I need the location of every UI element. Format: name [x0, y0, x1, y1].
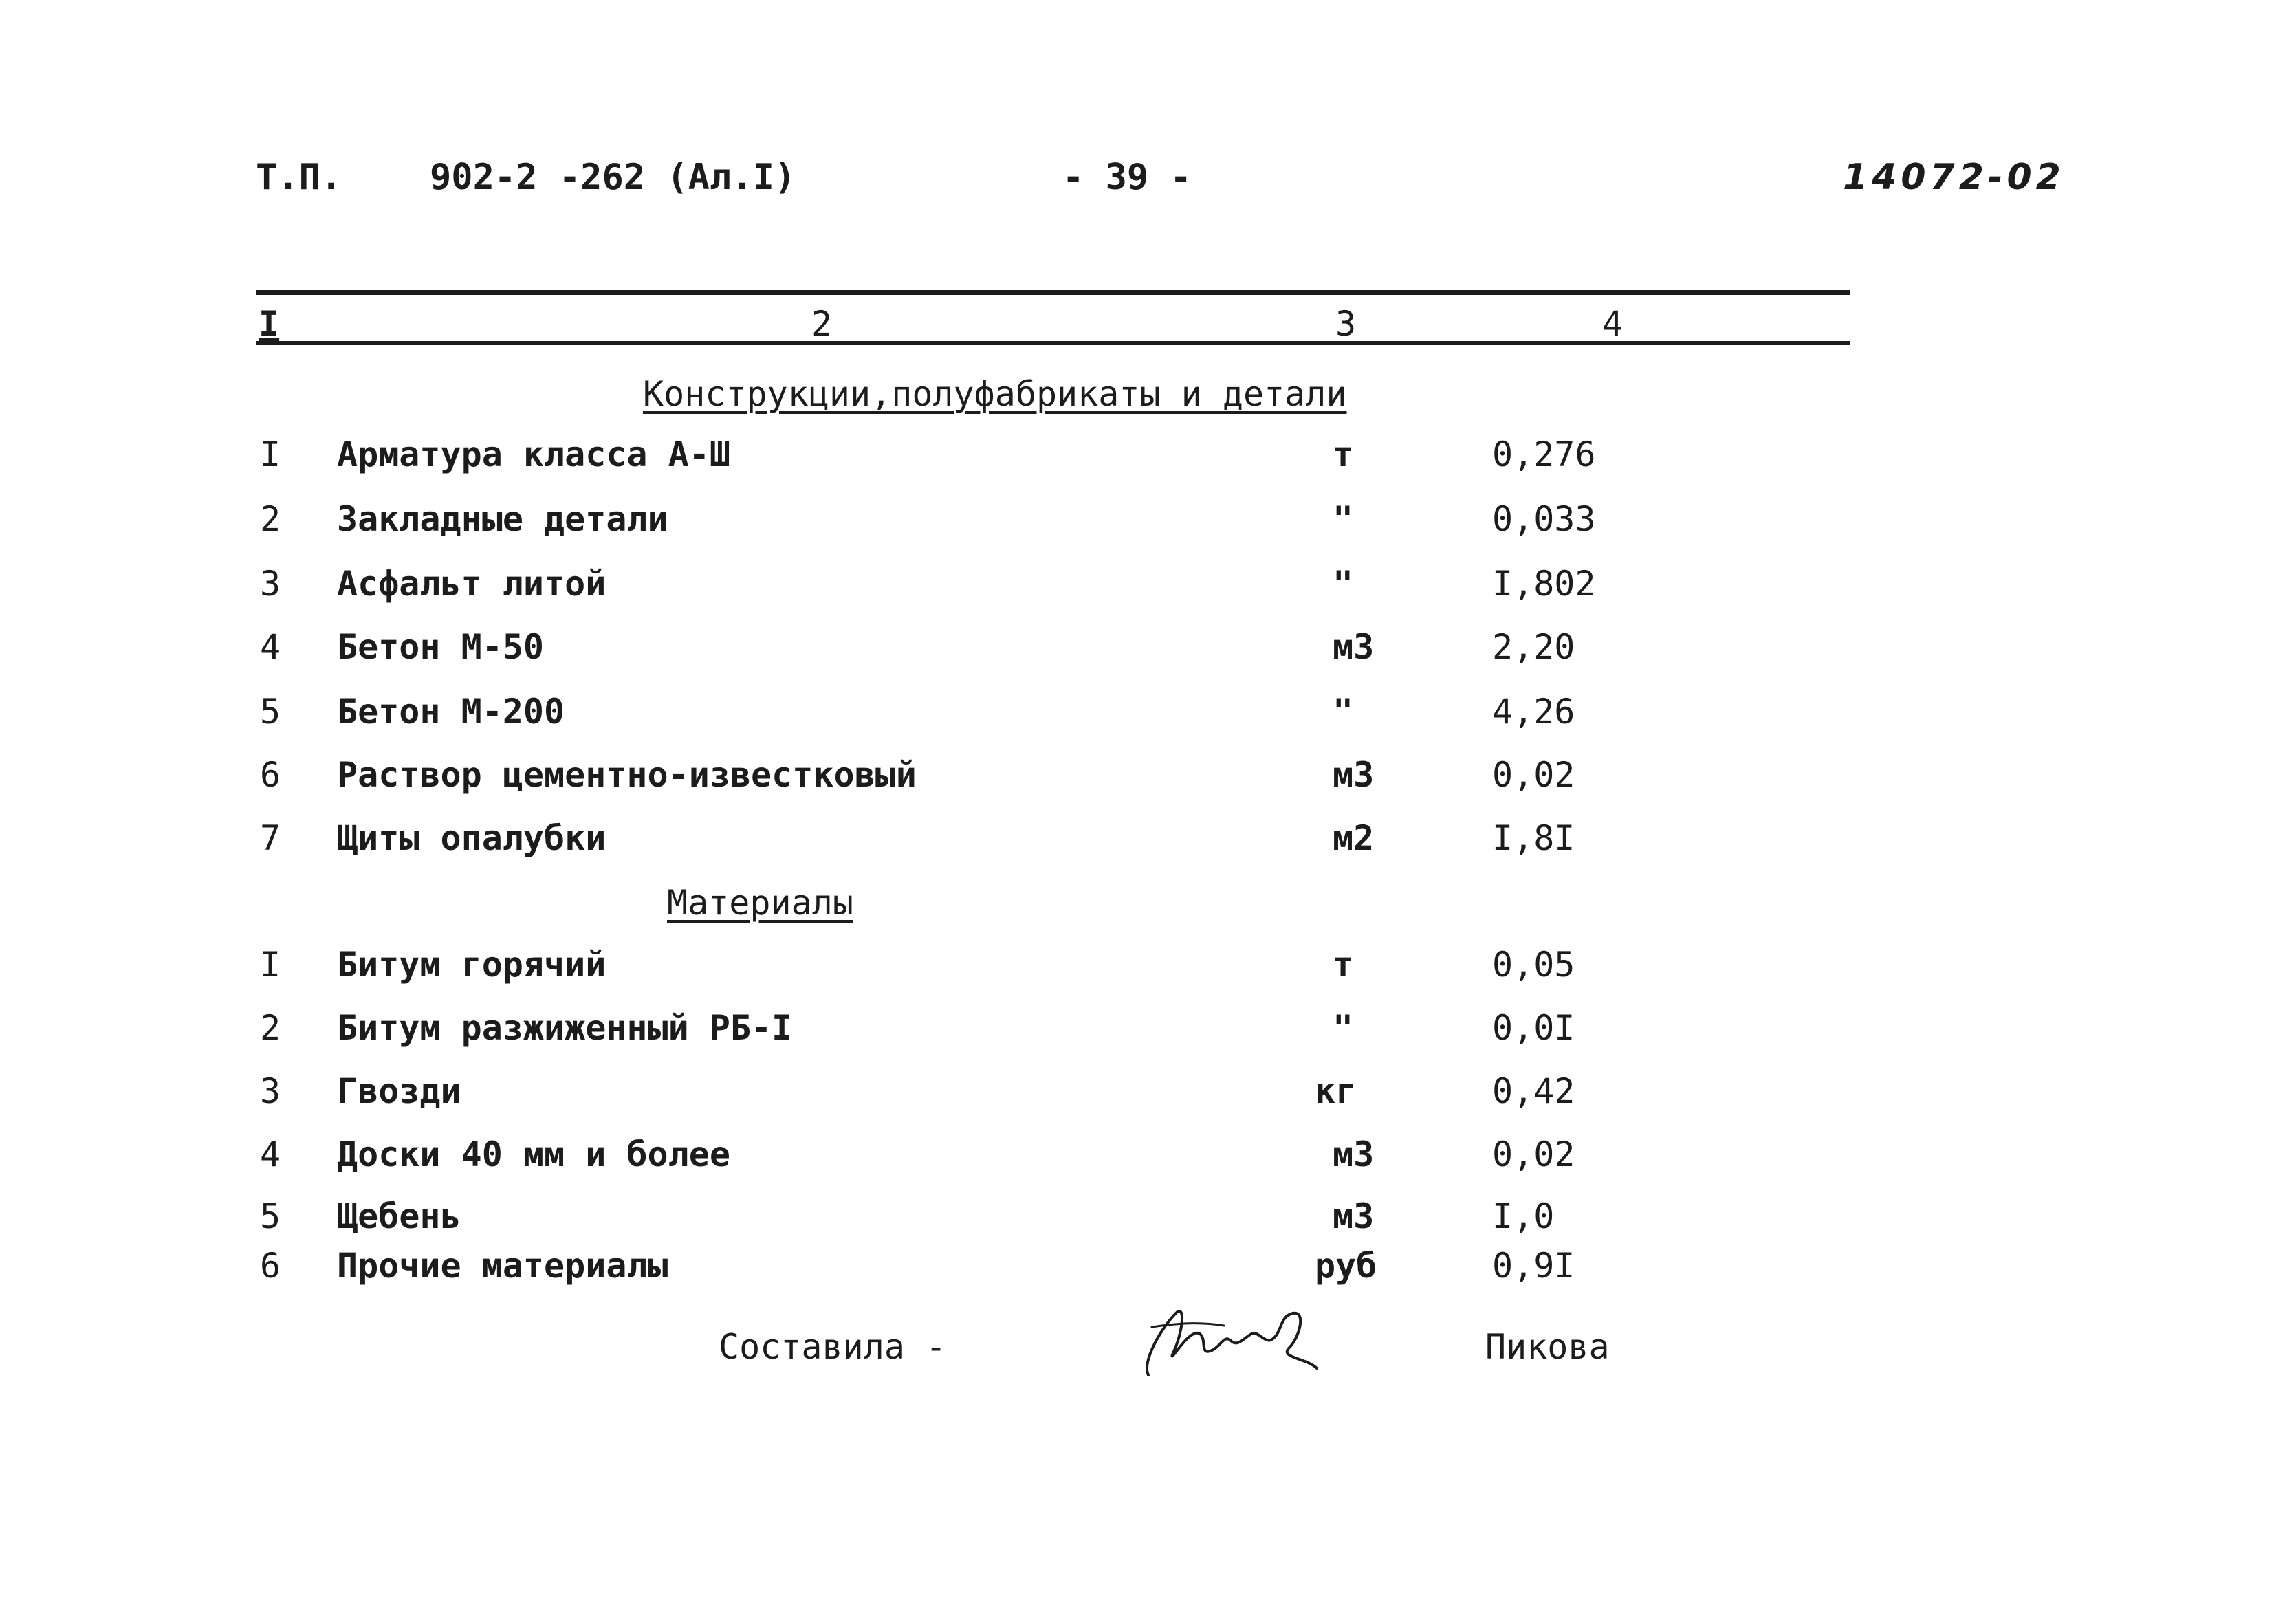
column-heading-3: 3: [1335, 304, 1357, 344]
row-number: I: [260, 435, 281, 474]
row-unit: т: [1333, 945, 1354, 985]
document-number: 14072-02: [1843, 157, 2065, 198]
handwritten-signature: [1135, 1286, 1341, 1389]
table-row: [0, 1134, 2274, 1189]
row-value: 2,20: [1492, 627, 1575, 667]
table-row: [0, 945, 2274, 1000]
row-number: 7: [260, 818, 281, 858]
header-project-code: 902-2 -262 (Ал.I): [430, 157, 796, 198]
column-heading-1: I: [259, 304, 280, 344]
table-row: [0, 818, 2274, 873]
row-number: 5: [260, 1196, 281, 1236]
row-name: Асфальт литой: [337, 564, 606, 604]
row-value: 0,02: [1492, 755, 1575, 795]
table-row: [0, 692, 2274, 747]
row-value: I,802: [1492, 564, 1596, 604]
page-number: - 39 -: [1062, 157, 1192, 198]
column-heading-2: 2: [811, 304, 833, 344]
row-name: Закладные детали: [337, 499, 668, 539]
row-name: Раствор цементно-известковый: [337, 755, 917, 795]
row-name: Бетон М-50: [337, 627, 545, 667]
row-unit: м3: [1333, 1196, 1375, 1236]
row-number: 6: [260, 755, 281, 795]
row-number: 2: [260, 1008, 281, 1048]
row-number: 6: [260, 1246, 281, 1286]
row-value: 0,05: [1492, 945, 1575, 985]
row-name: Бетон М-200: [337, 692, 565, 732]
table-row: [0, 564, 2274, 619]
row-number: I: [260, 945, 281, 985]
row-unit: ": [1333, 564, 1354, 604]
row-unit: м2: [1333, 818, 1375, 858]
row-number: 4: [260, 627, 281, 667]
row-value: 0,033: [1492, 499, 1596, 539]
compiled-by-label: Составила -: [719, 1327, 947, 1367]
row-number: 3: [260, 564, 281, 604]
table-top-rule: [256, 290, 1850, 295]
row-unit: м3: [1333, 755, 1375, 795]
row-name: Щебень: [337, 1196, 461, 1236]
header-tp: Т.П.: [256, 157, 342, 198]
table-row: [0, 499, 2274, 554]
row-value: 0,42: [1492, 1071, 1575, 1111]
row-unit: ": [1333, 1008, 1354, 1048]
row-name: Гвозди: [337, 1071, 461, 1111]
row-unit: ": [1333, 692, 1354, 732]
row-name: Арматура класса А-Ш: [337, 435, 730, 474]
table-row: [0, 627, 2274, 682]
row-unit: м3: [1333, 627, 1375, 667]
row-number: 2: [260, 499, 281, 539]
row-name: Прочие материалы: [337, 1246, 668, 1286]
table-row: [0, 1196, 2274, 1251]
row-number: 3: [260, 1071, 281, 1111]
row-value: 0,276: [1492, 435, 1596, 474]
row-name: Битум горячий: [337, 945, 606, 985]
compiled-by-name: Пикова: [1485, 1327, 1610, 1367]
row-value: I,0: [1492, 1196, 1555, 1236]
row-unit: руб: [1315, 1246, 1377, 1286]
row-name: Битум разжиженный РБ-I: [337, 1008, 793, 1048]
section-title-constructions: Конструкции,полуфабрикаты и детали: [643, 374, 1347, 414]
table-row: [0, 755, 2274, 810]
row-value: 4,26: [1492, 692, 1575, 732]
row-unit: м3: [1333, 1134, 1375, 1174]
row-number: 4: [260, 1134, 281, 1174]
table-row: [0, 435, 2274, 490]
column-heading-4: 4: [1602, 304, 1623, 344]
table-row: [0, 1008, 2274, 1063]
row-unit: кг: [1315, 1071, 1357, 1111]
row-value: 0,02: [1492, 1134, 1575, 1174]
row-name: Щиты опалубки: [337, 818, 606, 858]
row-value: I,8I: [1492, 818, 1575, 858]
row-name: Доски 40 мм и более: [337, 1134, 730, 1174]
row-unit: ": [1333, 499, 1354, 539]
row-unit: т: [1333, 435, 1354, 474]
row-number: 5: [260, 692, 281, 732]
row-value: 0,0I: [1492, 1008, 1575, 1048]
table-row: [0, 1071, 2274, 1126]
section-title-materials: Материалы: [667, 883, 853, 923]
row-value: 0,9I: [1492, 1246, 1575, 1286]
